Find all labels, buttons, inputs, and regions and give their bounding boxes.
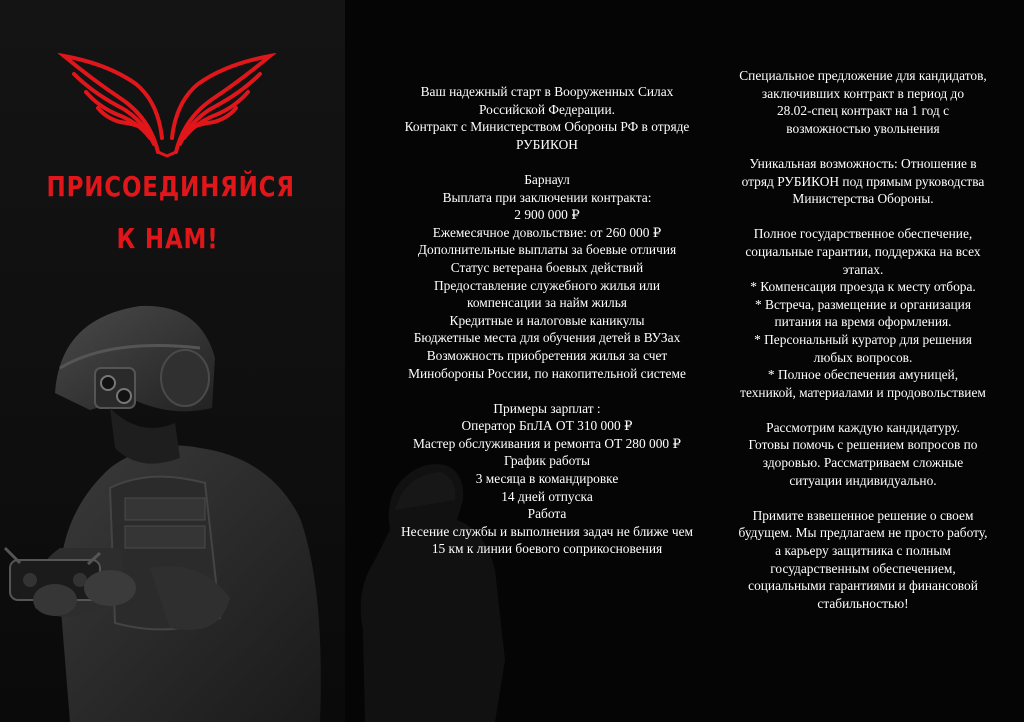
benefit-line: Ежемесячное довольствие: от 260 000 ₽ [432, 224, 662, 240]
benefit-line: Минобороны России, по накопительной системе [408, 365, 686, 381]
offer-line: возможностью увольнения [786, 120, 940, 136]
benefits-column [366, 83, 728, 558]
support-line: * Встреча, размещение и организация [754, 296, 972, 312]
intro-line: Российской Федерации. [479, 101, 615, 117]
soldier-with-drone-controller [0, 298, 345, 722]
benefit-line: Кредитные и налоговые каникулы [449, 312, 645, 328]
intro-line: РУБИКОН [516, 136, 578, 152]
closing-line: социальными гарантиями и финансовой [748, 578, 978, 594]
benefit-line: Статус ветерана боевых действий [450, 259, 644, 275]
benefit-line: Предоставление служебного жилья или [433, 277, 661, 293]
salary-line: 3 месяца в командировке [475, 471, 619, 487]
consider-line: ситуации индивидуально. [789, 472, 937, 488]
benefit-line: Дополнительные выплаты за боевые отличия [417, 242, 677, 258]
closing-line: стабильностью! [817, 595, 909, 611]
support-line: социальные гарантии, поддержка на всех [745, 243, 981, 259]
offer-column [714, 67, 1012, 612]
salary-line: График работы [503, 453, 591, 469]
benefit-line: 2 900 000 ₽ [514, 207, 580, 223]
closing-line: Примите взвешенное решение о своем [752, 507, 974, 523]
salary-line: Несение службы и выполнения задач не ближе чем [401, 523, 693, 539]
closing-line: будущем. Мы предлагаем не просто работу, [738, 525, 988, 541]
red-wings-emblem-icon [58, 48, 276, 158]
salary-line: Работа [527, 506, 567, 522]
support-line: * Компенсация проезда к месту отбора. [750, 279, 976, 295]
offer-line: заключивших контракт в период до [761, 85, 965, 101]
support-line: этапах. [842, 261, 884, 277]
intro-line: Ваш надежный старт в Вооруженных Силах [420, 84, 674, 99]
salary-line: Примеры зарплат : [493, 400, 601, 416]
salary-line: 15 км к линии боевого соприкосновения [431, 541, 663, 557]
unique-line: Уникальная возможность: Отношение в [749, 155, 977, 171]
intro-line: Контракт с Министерством Обороны РФ в отряде [404, 119, 690, 135]
support-line: * Персональный куратор для решения [754, 331, 972, 347]
offer-line: Специальное предложение для кандидатов, [739, 68, 987, 83]
consider-line: Рассмотрим каждую кандидатуру. [766, 419, 960, 435]
consider-line: Готовы помочь с решением вопросов по [748, 437, 978, 453]
support-line: * Полное обеспечения амуницей, [767, 367, 959, 383]
salary-line: 14 дней отпуска [501, 488, 593, 504]
support-line: Полное государственное обеспечение, [753, 226, 973, 242]
support-line: любых вопросов. [813, 349, 913, 365]
closing-line: государственным обеспечением, [770, 560, 956, 576]
offer-line: 28.02-спец контракт на 1 год с [776, 103, 950, 119]
benefit-line: Барнаул [524, 171, 570, 187]
salary-line: Мастер обслуживания и ремонта ОТ 280 000 ₽ [412, 435, 681, 451]
support-line: питания на время оформления. [774, 314, 952, 330]
unique-line: отряд РУБИКОН под прямым руководства [741, 173, 985, 189]
benefit-line: Возможность приобретения жилья за счет [426, 347, 668, 363]
salary-line: Оператор БпЛА ОТ 310 000 ₽ [461, 418, 633, 434]
benefit-line: Бюджетные места для обучения детей в ВУЗах [413, 330, 681, 346]
benefit-line: Выплата при заключении контракта: [442, 189, 652, 205]
closing-line: а карьеру защитника с полным [775, 543, 951, 559]
benefit-line: компенсации за найм жилья [467, 295, 627, 311]
headline-join: ПРИСОЕДИНЯЙСЯ [46, 170, 295, 203]
consider-line: здоровью. Рассматриваем сложные [762, 455, 964, 471]
unique-line: Министерства Обороны. [792, 191, 934, 207]
headline-to-us: К НАМ! [116, 222, 219, 255]
support-line: техникой, материалами и продовольствием [740, 384, 986, 400]
